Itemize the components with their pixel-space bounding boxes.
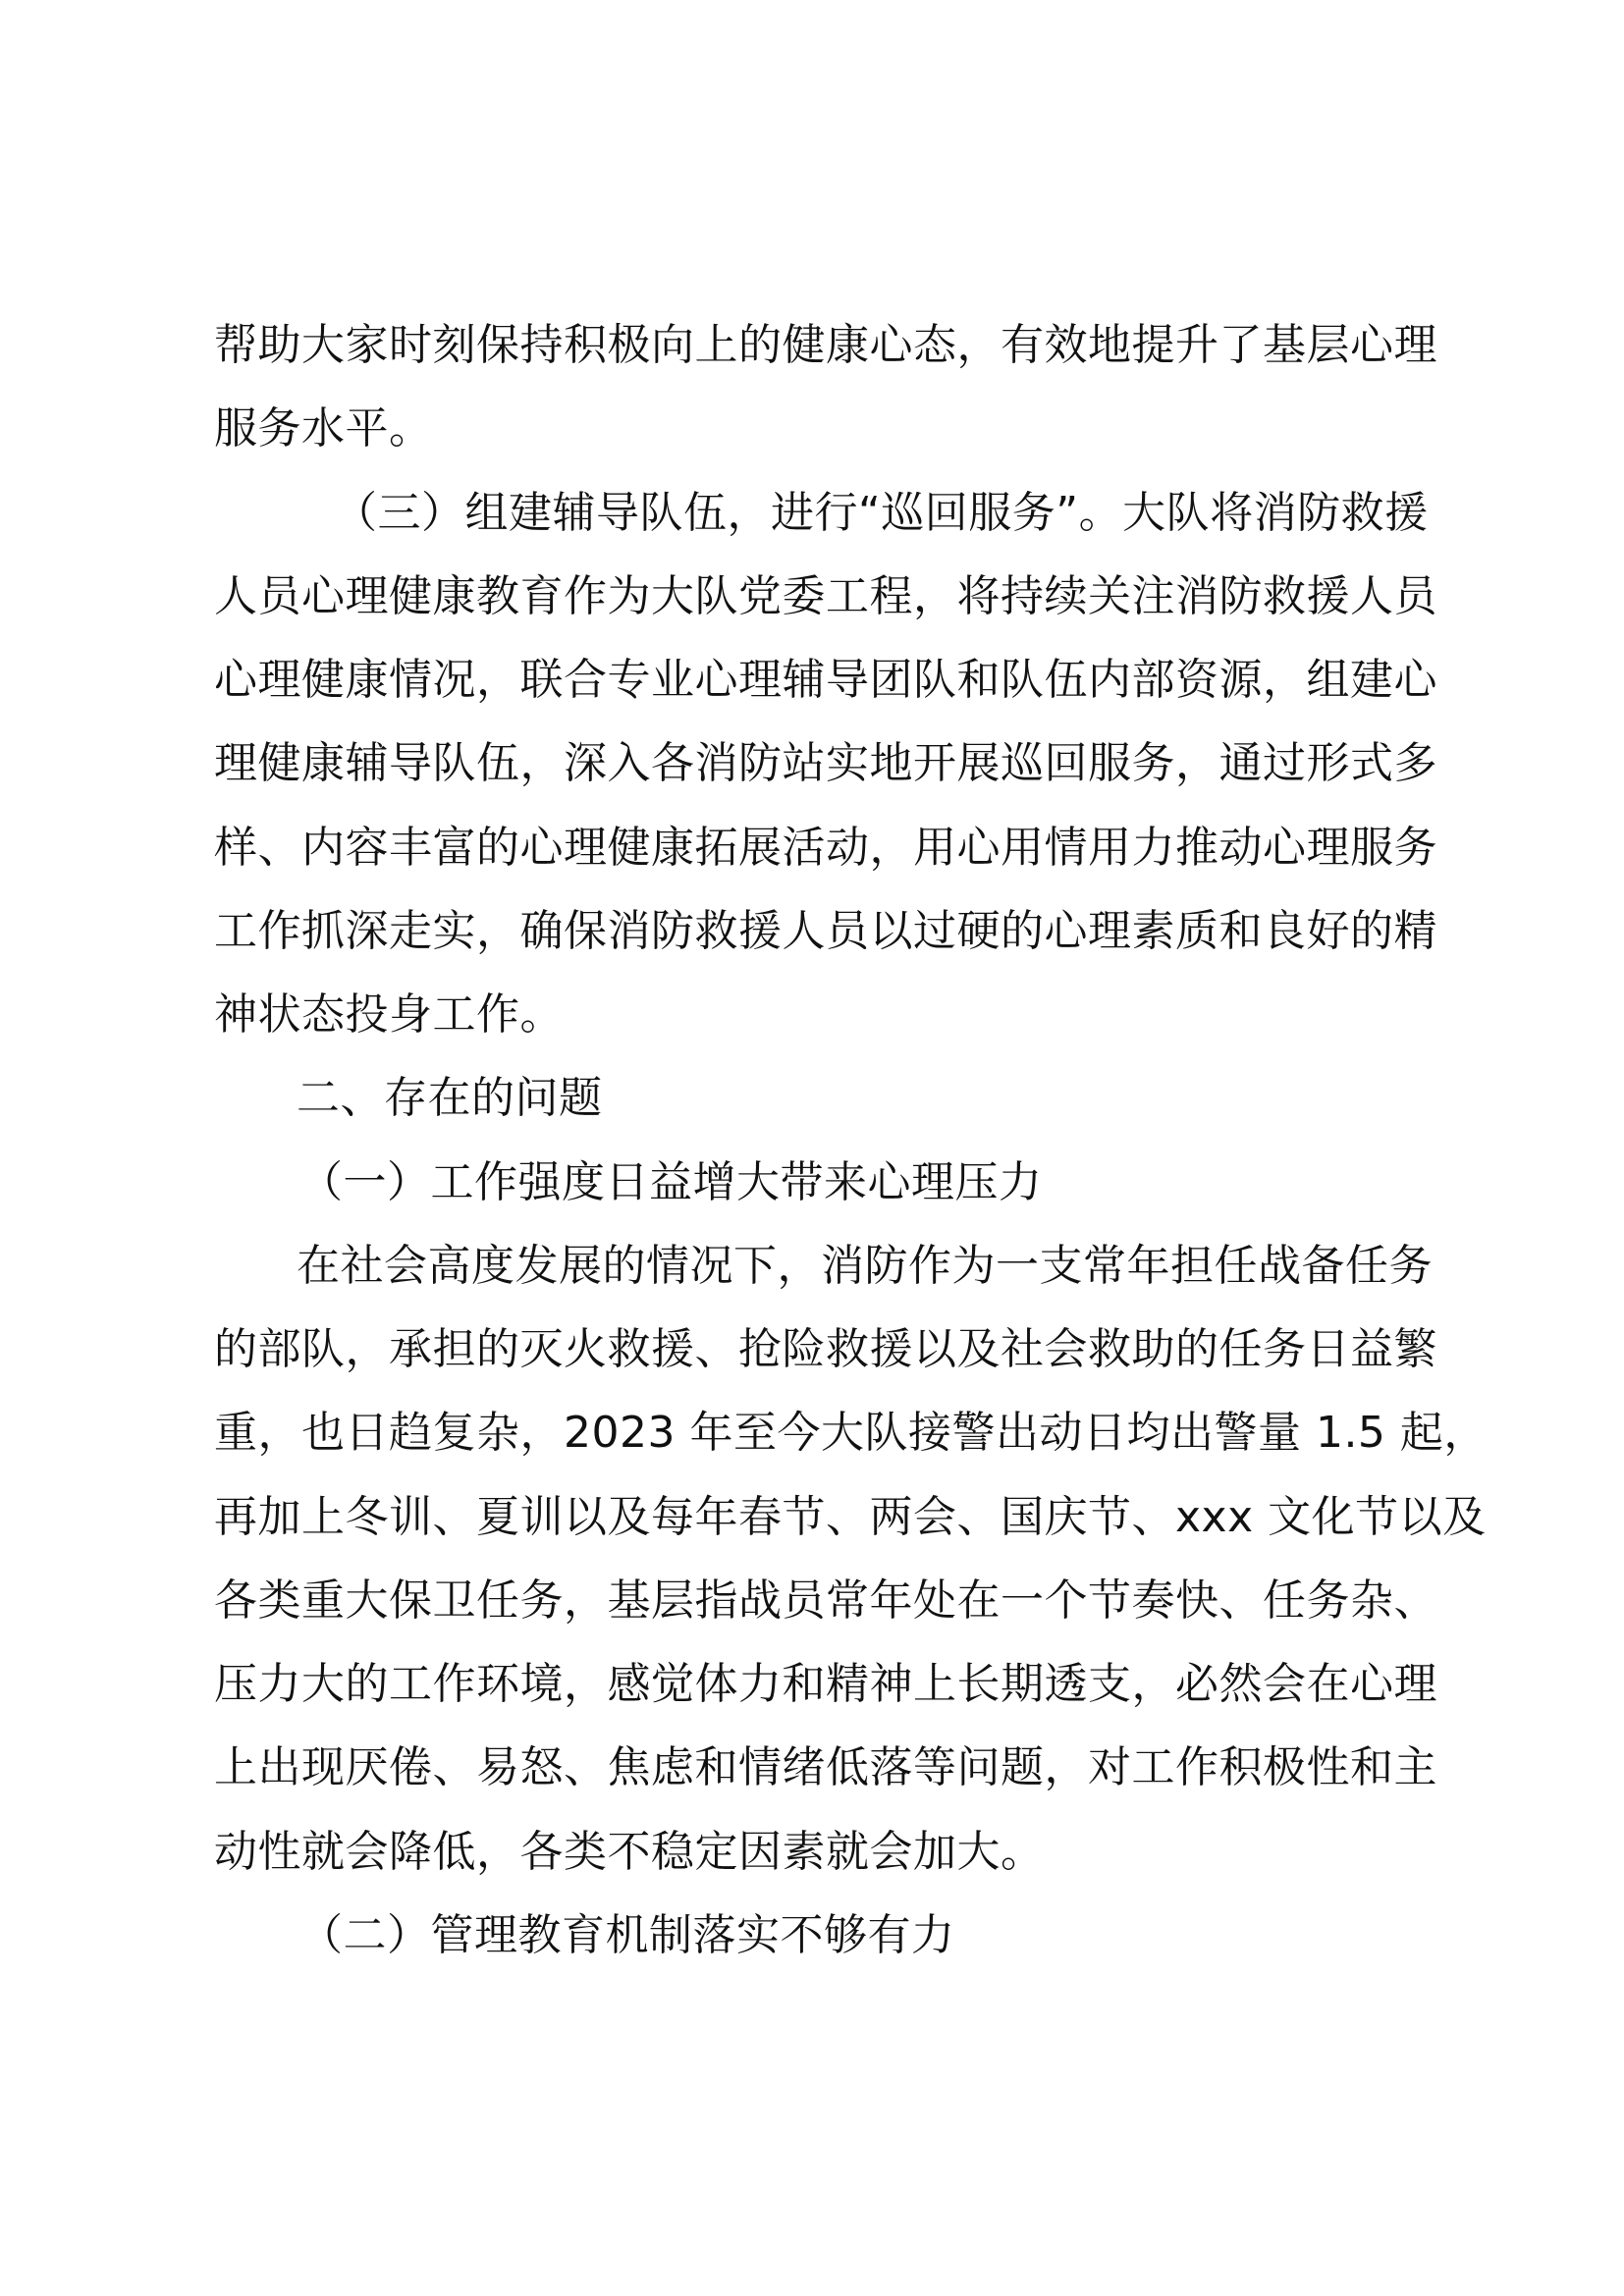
subsection-heading-1: （一）工作强度日益增大带来心理压力: [299, 1157, 1043, 1207]
body-text-line: 样、内容丰富的心理健康拓展活动，用心用情用力推动心理服务: [214, 823, 1437, 873]
body-text-line: 上出现厌倦、易怒、焦虑和情绪低落等问题，对工作积极性和主: [214, 1742, 1437, 1792]
body-text-line: 的部队，承担的灭火救援、抢险救援以及社会救助的任务日益繁: [214, 1324, 1437, 1374]
body-text-line: 人员心理健康教育作为大队党委工程，将持续关注消防救援人员: [214, 571, 1437, 621]
body-text-line: 神状态投身工作。: [214, 989, 564, 1040]
body-text-line: 重，也日趋复杂，2023 年至今大队接警出动日均出警量 1.5 起，: [214, 1408, 1488, 1458]
section-heading-3: （三）组建辅导队伍，进行“巡回服务”。大队将消防救援: [334, 488, 1429, 538]
body-text-line: 服务水平。: [214, 403, 433, 454]
body-text-line: 动性就会降低，各类不稳定因素就会加大。: [214, 1827, 1045, 1877]
body-text-line: 压力大的工作环境，感觉体力和精神上长期透支，必然会在心理: [214, 1659, 1437, 1709]
subsection-heading-2: （二）管理教育机制落实不够有力: [299, 1910, 955, 1960]
body-text-line: 各类重大保卫任务，基层指战员常年处在一个节奏快、任务杂、: [214, 1575, 1437, 1626]
body-text-line: 工作抓深走实，确保消防救援人员以过硬的心理素质和良好的精: [214, 906, 1437, 956]
body-text-line: 帮助大家时刻保持积极向上的健康心态，有效地提升了基层心理: [214, 320, 1437, 370]
body-text-line: 在社会高度发展的情况下，消防作为一支常年担任战备任务: [297, 1241, 1433, 1291]
body-text-line: 理健康辅导队伍，深入各消防站实地开展巡回服务，通过形式多: [214, 738, 1437, 788]
body-text-line: 心理健康情况，联合专业心理辅导团队和队伍内部资源，组建心: [214, 655, 1437, 705]
body-text-line: 再加上冬训、夏训以及每年春节、两会、国庆节、xxx 文化节以及: [214, 1492, 1487, 1542]
chapter-heading: 二、存在的问题: [297, 1073, 603, 1123]
